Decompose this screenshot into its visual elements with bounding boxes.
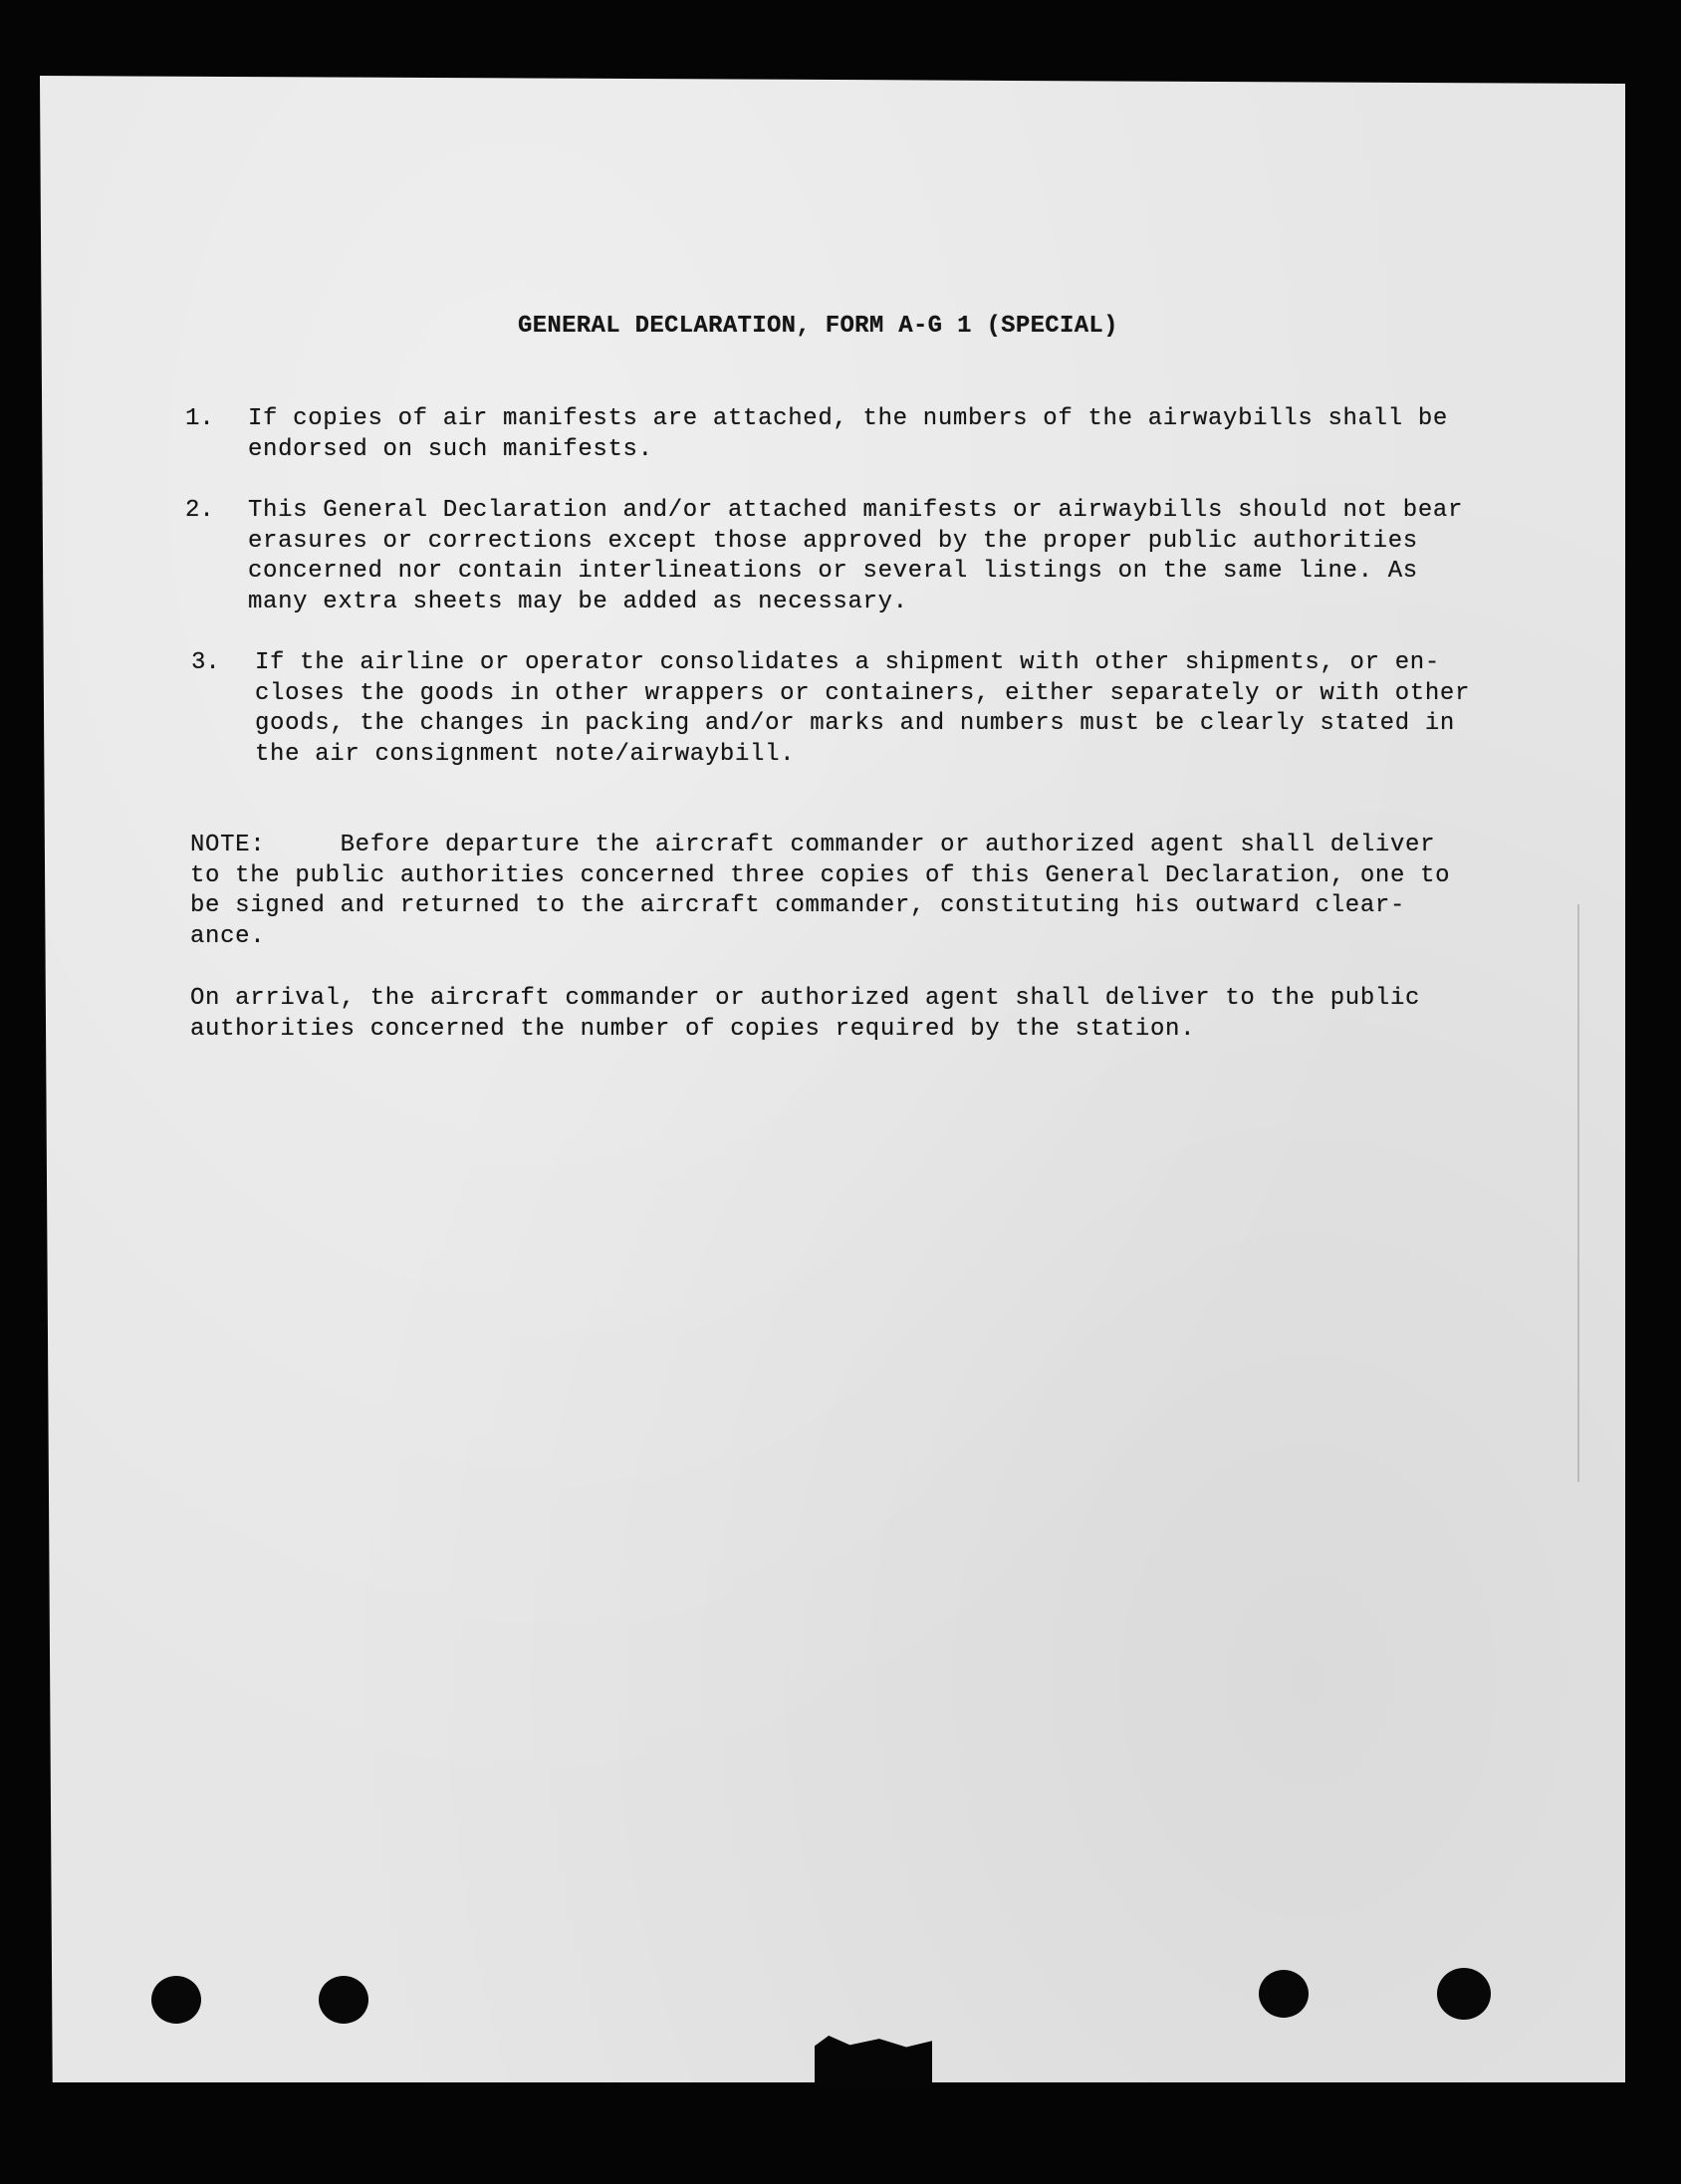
punch-hole	[1437, 1968, 1491, 2020]
item-3-number: 3.	[191, 649, 220, 676]
note-line-4: ance.	[190, 922, 266, 950]
item-3-line-1: If the airline or operator consolidates a shipment with other shipments, or en-	[255, 649, 1440, 676]
item-1-text	[248, 404, 1448, 465]
note-line-3: be signed and returned to the aircraft commander, constituting his outward clear-	[190, 892, 1406, 919]
note-line-2: to the public authorities concerned three copies of this General Declaration, one to	[190, 861, 1451, 889]
item-1-line-1: If copies of air manifests are attached, the numbers of the airwaybills shall be	[248, 405, 1448, 432]
item-2-line-4: many extra sheets may be added as necessary.	[248, 588, 908, 615]
margin-rule	[1577, 904, 1579, 1482]
item-2-text	[248, 496, 1463, 617]
item-3-line-2: closes the goods in other wrappers or containers, either separately or with other	[255, 679, 1471, 707]
item-1-number: 1.	[185, 405, 214, 432]
item-2-line-2: erasures or corrections except those approved by the proper public authorities	[248, 527, 1418, 555]
item-2-line-1: This General Declaration and/or attached manifests or airwaybills should not bear	[248, 497, 1464, 524]
item-3-line-4: the air consignment note/airwaybill.	[255, 740, 796, 768]
punch-hole	[319, 1976, 368, 2024]
arrival-paragraph	[190, 984, 1420, 1045]
note-line-1: NOTE: Before departure the aircraft commander or authorized agent shall deliver	[190, 832, 1436, 858]
punch-hole	[151, 1976, 201, 2024]
item-1-line-2: endorsed on such manifests.	[248, 435, 653, 463]
item-3-line-3: goods, the changes in packing and/or marks and numbers must be clearly stated in	[255, 710, 1455, 737]
item-2-number: 2.	[185, 497, 214, 524]
arrival-line-2: authorities concerned the number of copies required by the station.	[190, 1015, 1196, 1043]
page-title: GENERAL DECLARATION, FORM A-G 1 (SPECIAL)	[518, 313, 1118, 340]
item-3-text	[255, 648, 1470, 770]
item-2-line-3: concerned nor contain interlineations or several listings on the same line. As	[248, 558, 1418, 585]
punch-hole	[1259, 1970, 1309, 2018]
document-page	[40, 76, 1625, 2082]
arrival-line-1: On arrival, the aircraft commander or authorized agent shall deliver to the public	[190, 985, 1421, 1012]
note-paragraph	[190, 831, 1450, 952]
